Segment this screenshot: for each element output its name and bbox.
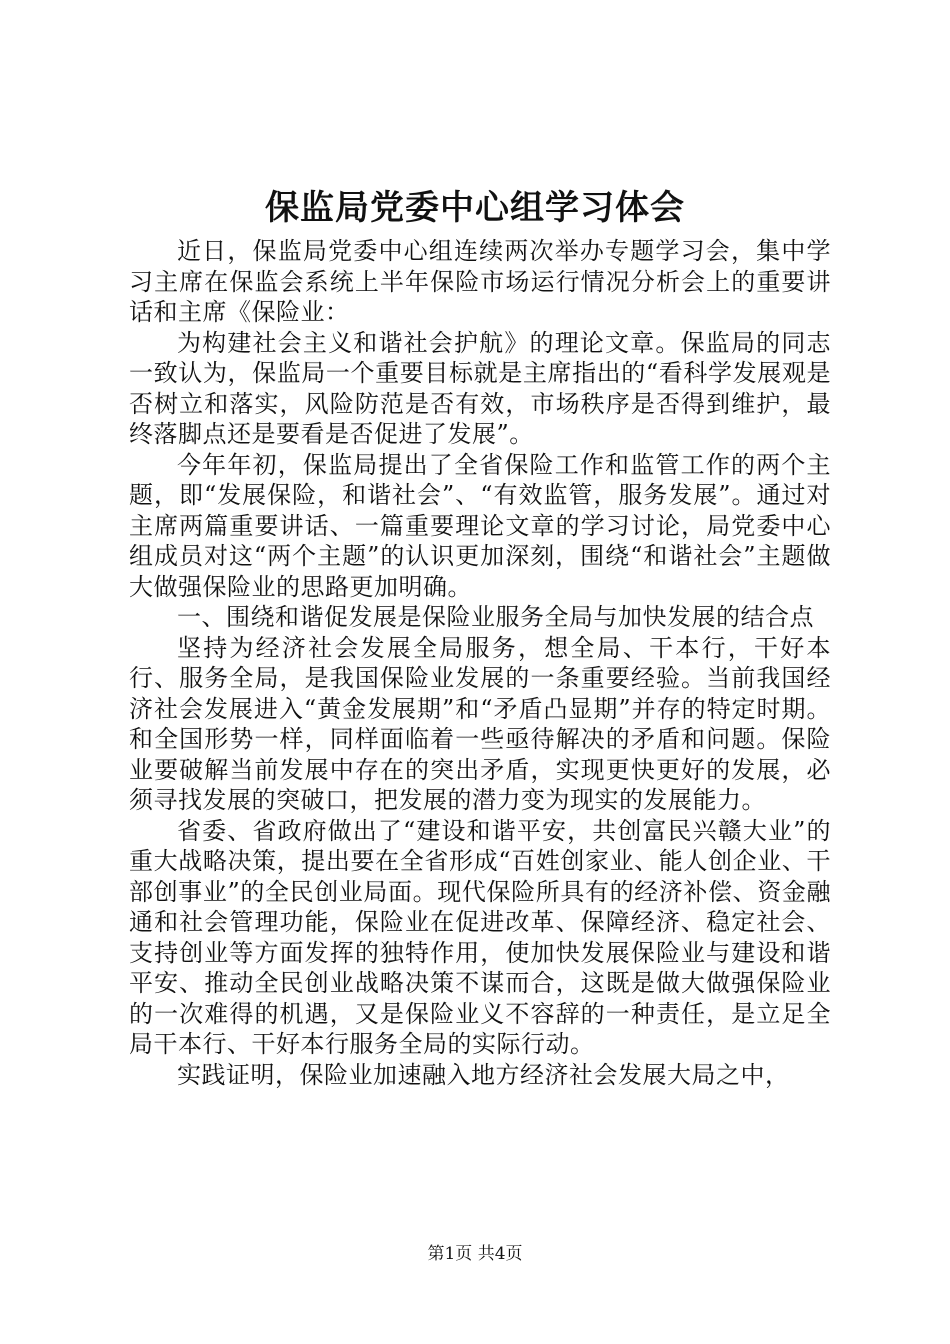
paragraph: 省委、省政府做出了“建设和谐平安，共创富民兴赣大业”的重大战略决策，提出要在全省形成“百姓创家业、能人创企业、干部创事业”的全民创业局面。现代保险所具有的经济补偿、资金融通和社会管理功能，保险业在促进改革、保障经济、稳定社会、支持创业等方面发挥的独特作用，使加快发展保险业与建设和谐平安、推动全民创业战略决策不谋而合，这既是做大做强保险业的一次难得的机遇，又是保险业义不容辞的一种责任，是立足全局干本行、干好本行服务全局的实际行动。 bbox=[129, 816, 831, 1058]
paragraph: 为构建社会主义和谐社会护航》的理论文章。保监局的同志一致认为，保监局一个重要目标就是主席指出的“看科学发展观是否树立和落实，风险防范是否有效，市场秩序是否得到维护，最终落脚点还是要看是否促进了发展”。 bbox=[129, 328, 831, 448]
section-heading: 一、围绕和谐促发展是保险业服务全局与加快发展的结合点 bbox=[177, 603, 814, 631]
paragraph: 近日，保监局党委中心组连续两次举办专题学习会，集中学习主席在保监会系统上半年保险市场运行情况分析会上的重要讲话和主席《保险业： bbox=[129, 237, 831, 326]
document-body bbox=[129, 236, 831, 1090]
paragraph: 坚持为经济社会发展全局服务，想全局、干本行，干好本行、服务全局，是我国保险业发展的一条重要经验。当前我国经济社会发展进入“黄金发展期”和“矛盾凸显期”并存的特定时期。和全国形势一样，同样面临着一些亟待解决的矛盾和问题。保险业要破解当前发展中存在的突出矛盾，实现更快更好的发展，必须寻找发展的突破口，把发展的潜力变为现实的发展能力。 bbox=[129, 633, 831, 814]
paragraph: 实践证明，保险业加速融入地方经济社会发展大局之中， bbox=[177, 1060, 790, 1089]
document-title: 保监局党委中心组学习体会 bbox=[265, 188, 685, 228]
page-footer: 第1页 共4页 bbox=[427, 1244, 523, 1264]
paragraph: 今年年初，保监局提出了全省保险工作和监管工作的两个主题，即“发展保险，和谐社会”、“有效监管，服务发展”。通过对主席两篇重要讲话、一篇重要理论文章的学习讨论，局党委中心组成员对这“两个主题”的认识更加深刻，围绕“和谐社会”主题做大做强保险业的思路更加明确。 bbox=[129, 450, 831, 601]
